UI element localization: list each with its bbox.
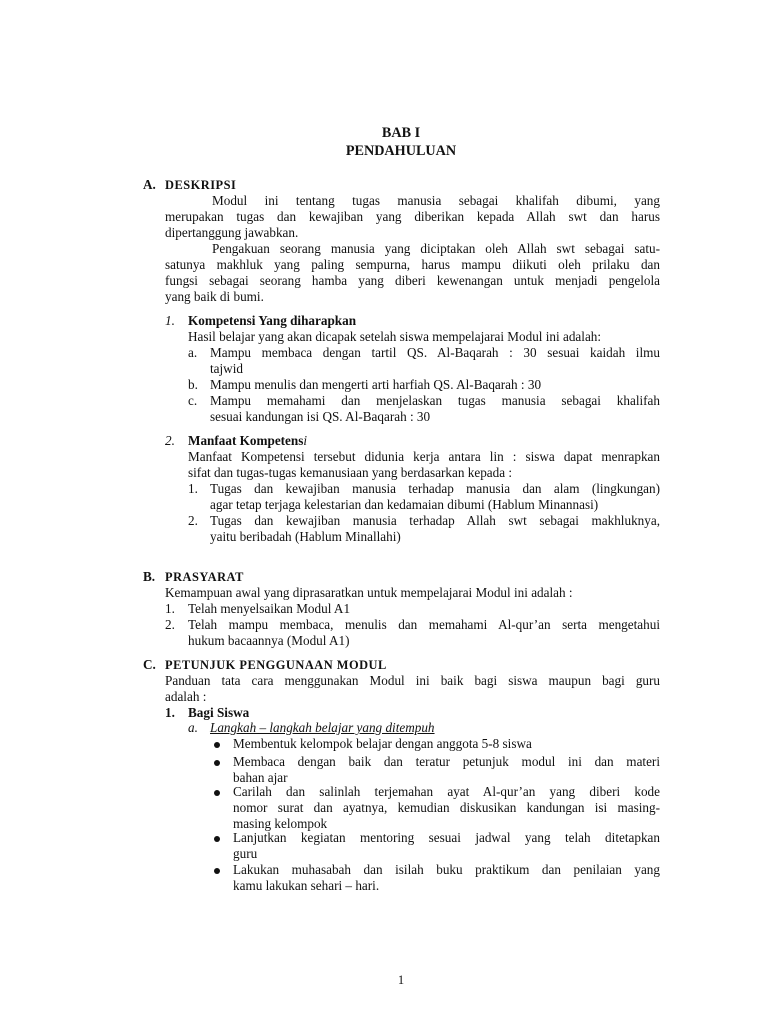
sub2-heading-tail: i [303,433,308,448]
sub1-item-b-line1: Mampu menulis dan mengerti arti harfiah QS. Al-Baqarah : 30 [210,377,542,392]
sub1-item-c-line1: Mampu memahami dan menjelaskan tugas manusia sebagai khalifah [210,393,660,408]
chapter-number: BAB I [381,125,421,141]
chapter-title: PENDAHULUAN [345,143,457,159]
bullet-2-line2: bahan ajar [233,770,288,785]
sub2-intro-line2: sifat dan tugas-tugas kemanusiaan yang berdasarkan kepada : [188,465,513,480]
section-b-item-2-mark: 2. [165,617,175,632]
sub2-item-1-line1: Tugas dan kewajiban manusia terhadap manusia dan alam (lingkungan) [210,481,660,496]
section-c-heading [143,657,387,674]
bullet-icon [214,790,220,796]
desc-p2-line3: fungsi sebagai seorang hamba yang diberi kewenangan untuk menjadi pengelola [165,273,660,288]
sub1-heading: Kompetensi Yang diharapkan [188,313,357,328]
section-c-sub1-a-text: Langkah – langkah belajar yang ditempuh [210,720,435,735]
page-number: 1 [397,973,405,987]
section-a-title: DESKRIPSI [165,178,237,192]
section-c-intro-line2: adalah : [165,689,207,704]
section-b-item-1-mark: 1. [165,601,175,616]
section-c-title: PETUNJUK PENGGUNAAN MODUL [165,658,387,672]
section-b-item-2-line2: hukum bacaannya (Modul A1) [188,633,350,648]
section-c-letter: C. [143,657,156,672]
desc-p2-line1: Pengakuan seorang manusia yang diciptakan oleh Allah swt sebagai satu- [212,241,660,256]
bullet-5-line1: Lakukan muhasabah dan isilah buku praktikum dan penilaian yang [233,862,660,877]
sub1-item-a-line1: Mampu membaca dengan tartil QS. Al-Baqarah : 30 sesuai kaidah ilmu [210,345,660,360]
section-a-heading [143,177,236,194]
bullet-3-line3: masing kelompok [233,816,328,831]
bullet-icon [214,836,220,842]
section-b-intro: Kemampuan awal yang diprasaratkan untuk mempelajarai Modul ini adalah : [165,585,573,600]
bullet-5-line2: kamu lakukan sehari – hari. [233,878,380,893]
desc-p1-line2: merupakan tugas dan kewajiban yang diberikan kepada Allah swt dan harus [165,209,660,224]
section-a-letter: A. [143,177,156,192]
sub2-intro-line1: Manfaat Kompetensi tersebut didunia kerja antara lin : siswa dapat menrapkan [188,449,660,464]
section-b-item-1-line1: Telah menyelsaikan Modul A1 [188,601,351,616]
sub2-item-1-line2: agar tetap terjaga kelestarian dan kedamaian dibumi (Hablum Minannasi) [210,497,599,512]
desc-p1-line1: Modul ini tentang tugas manusia sebagai khalifah dibumi, yang [212,193,660,208]
bullet-1-line1: Membentuk kelompok belajar dengan anggota 5-8 siswa [233,736,532,751]
section-c-sub1-number: 1. [165,705,175,720]
sub1-item-a-mark: a. [188,345,198,360]
desc-p1-line3: dipertanggung jawabkan. [165,225,299,240]
bullet-icon [214,742,220,748]
desc-p2-line2: satunya makhluk yang paling sempurna, harus mampu diikuti oleh prilaku dan [165,257,660,272]
bullet-3-line1: Carilah dan salinlah terjemahan ayat Al-qur’an yang diberi kode [233,784,660,799]
sub2-heading [188,433,307,449]
sub2-item-2-line1: Tugas dan kewajiban manusia terhadap Allah swt sebagai makhluknya, [210,513,660,528]
bullet-2-line1: Membaca dengan baik dan teratur petunjuk modul ini dan materi [233,754,660,769]
sub1-intro: Hasil belajar yang akan dicapak setelah siswa mempelajarai Modul ini adalah: [188,329,602,344]
sub1-number: 1. [165,313,175,328]
sub2-item-2-line2: yaitu beribadah (Hablum Minallahi) [210,529,401,544]
section-b-title: PRASYARAT [165,570,244,584]
section-b-item-2-line1: Telah mampu membaca, menulis dan memahami Al-qur’an serta mengetahui [188,617,660,632]
desc-p2-line4: yang baik di bumi. [165,289,264,304]
sub2-number: 2. [165,433,175,448]
section-b-heading [143,569,244,586]
section-c-sub1-a-mark: a. [188,720,198,735]
sub2-item-1-mark: 1. [188,481,198,496]
bullet-icon [214,868,220,874]
bullet-4-line1: Lanjutkan kegiatan mentoring sesuai jadwal yang telah ditetapkan [233,830,660,845]
section-c-intro-line1: Panduan tata cara menggunakan Modul ini baik bagi siswa maupun bagi guru [165,673,660,688]
bullet-4-line2: guru [233,846,258,861]
bullet-3-line2: nomor surat dan ayatnya, kemudian diskusikan kandungan isi masing- [233,800,660,815]
bullet-icon [214,760,220,766]
sub1-item-a-line2: tajwid [210,361,243,376]
sub1-item-b-mark: b. [188,377,198,392]
sub1-item-c-mark: c. [188,393,198,408]
section-b-letter: B. [143,569,156,584]
sub2-heading-bold: Manfaat Kompetens [188,433,304,448]
sub2-item-2-mark: 2. [188,513,198,528]
sub1-item-c-line2: sesuai kandungan isi QS. Al-Baqarah : 30 [210,409,431,424]
section-c-sub1-heading: Bagi Siswa [188,705,250,720]
